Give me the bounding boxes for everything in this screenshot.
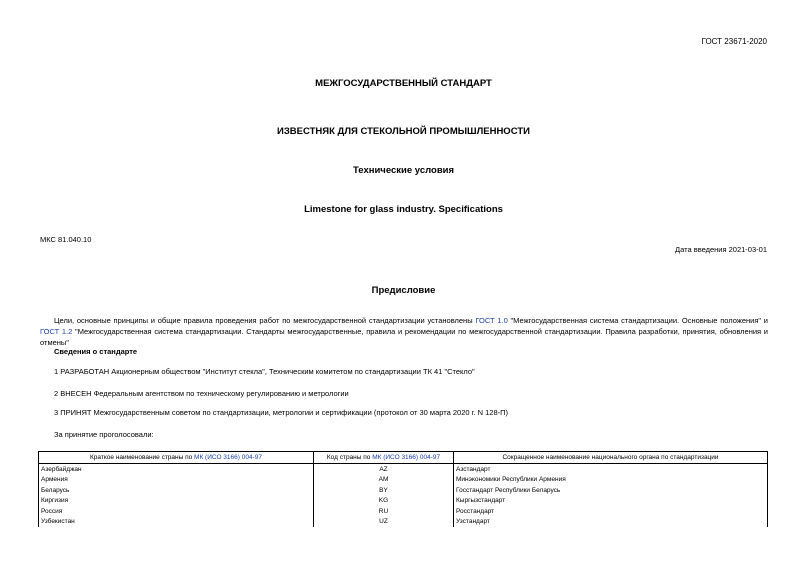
- country-cell: Россия: [39, 506, 314, 517]
- country-cell: Азербайджан: [39, 464, 314, 475]
- code-cell: RU: [314, 506, 454, 517]
- mk-iso-link[interactable]: МК (ИСО 3166) 004-97: [372, 454, 441, 461]
- mks-code: МКС 81.040.10: [40, 235, 92, 244]
- document-subtitle: Технические условия: [352, 165, 455, 176]
- code-cell: AM: [314, 475, 454, 486]
- document-title-english: Limestone for glass industry. Specifications: [304, 204, 503, 215]
- table-row: [39, 506, 768, 517]
- code-cell: BY: [314, 485, 454, 496]
- column-header-country: [39, 452, 314, 464]
- foreword-title: Предисловие: [371, 285, 436, 296]
- column-header-body: Сокращенное наименование национального органа по стандартизации: [454, 452, 768, 464]
- foreword-paragraph: [40, 315, 768, 348]
- country-cell: Беларусь: [39, 485, 314, 496]
- table-header-row: [39, 452, 768, 464]
- foreword-text-2: "Межгосударственная система стандартизации. Основные положения" и: [507, 316, 768, 325]
- column-header-text: Краткое наименование страны по: [90, 454, 195, 461]
- body-cell: Минэкономики Республики Армения: [454, 475, 768, 486]
- standard-info-item-3: 3 ПРИНЯТ Межгосударственным советом по стандартизации, метрологии и сертификации (протокол от 30 марта 2020 г. N 128-П): [54, 408, 509, 417]
- body-cell: Азстандарт: [454, 464, 768, 475]
- mk-iso-link[interactable]: МК (ИСО 3166) 004-97: [194, 454, 262, 461]
- standard-info-item-2: 2 ВНЕСЕН Федеральным агентством по техническому регулированию и метрологии: [54, 389, 349, 398]
- code-cell: KG: [314, 496, 454, 507]
- country-cell: Армения: [39, 475, 314, 486]
- body-cell: Кыргызстандарт: [454, 496, 768, 507]
- country-cell: Киргизия: [39, 496, 314, 507]
- code-cell: AZ: [314, 464, 454, 475]
- document-heading: МЕЖГОСУДАРСТВЕННЫЙ СТАНДАРТ: [315, 78, 492, 89]
- table-row: [39, 496, 768, 507]
- gost-1-2-link[interactable]: ГОСТ 1.2: [40, 327, 73, 336]
- table-row: [39, 485, 768, 496]
- document-title: ИЗВЕСТНЯК ДЛЯ СТЕКОЛЬНОЙ ПРОМЫШЛЕННОСТИ: [277, 126, 530, 137]
- body-cell: Росстандарт: [454, 506, 768, 517]
- voting-table: [38, 451, 768, 527]
- body-cell: Госстандарт Республики Беларусь: [454, 485, 768, 496]
- code-cell: UZ: [314, 517, 454, 528]
- table-row: [39, 475, 768, 486]
- voted-label: За принятие проголосовали:: [54, 430, 154, 439]
- foreword-text-1: Цели, основные принципы и общие правила проведения работ по межгосударственной стандартизации установлены: [54, 316, 476, 325]
- body-cell: Узстандарт: [454, 517, 768, 528]
- column-header-code: [314, 452, 454, 464]
- table-row: [39, 517, 768, 528]
- country-cell: Узбекистан: [39, 517, 314, 528]
- column-header-text: Код страны по: [326, 454, 373, 461]
- document-code: ГОСТ 23671-2020: [701, 37, 767, 46]
- standard-info-item-1: 1 РАЗРАБОТАН Акционерным обществом "Институт стекла", Техническим комитетом по стандартизации ТК 41 "Стекло": [54, 367, 475, 376]
- foreword-text-3: "Межгосударственная система стандартизации. Стандарты межгосударственные, правила и рекомендации по межгосударственной стандартизации. Правила разработки, принятия, обновления и отмены": [40, 327, 768, 347]
- gost-1-0-link[interactable]: ГОСТ 1.0: [475, 316, 508, 325]
- table-row: [39, 464, 768, 475]
- introduction-date: Дата введения 2021-03-01: [675, 245, 767, 254]
- standard-info-heading: Сведения о стандарте: [54, 347, 138, 356]
